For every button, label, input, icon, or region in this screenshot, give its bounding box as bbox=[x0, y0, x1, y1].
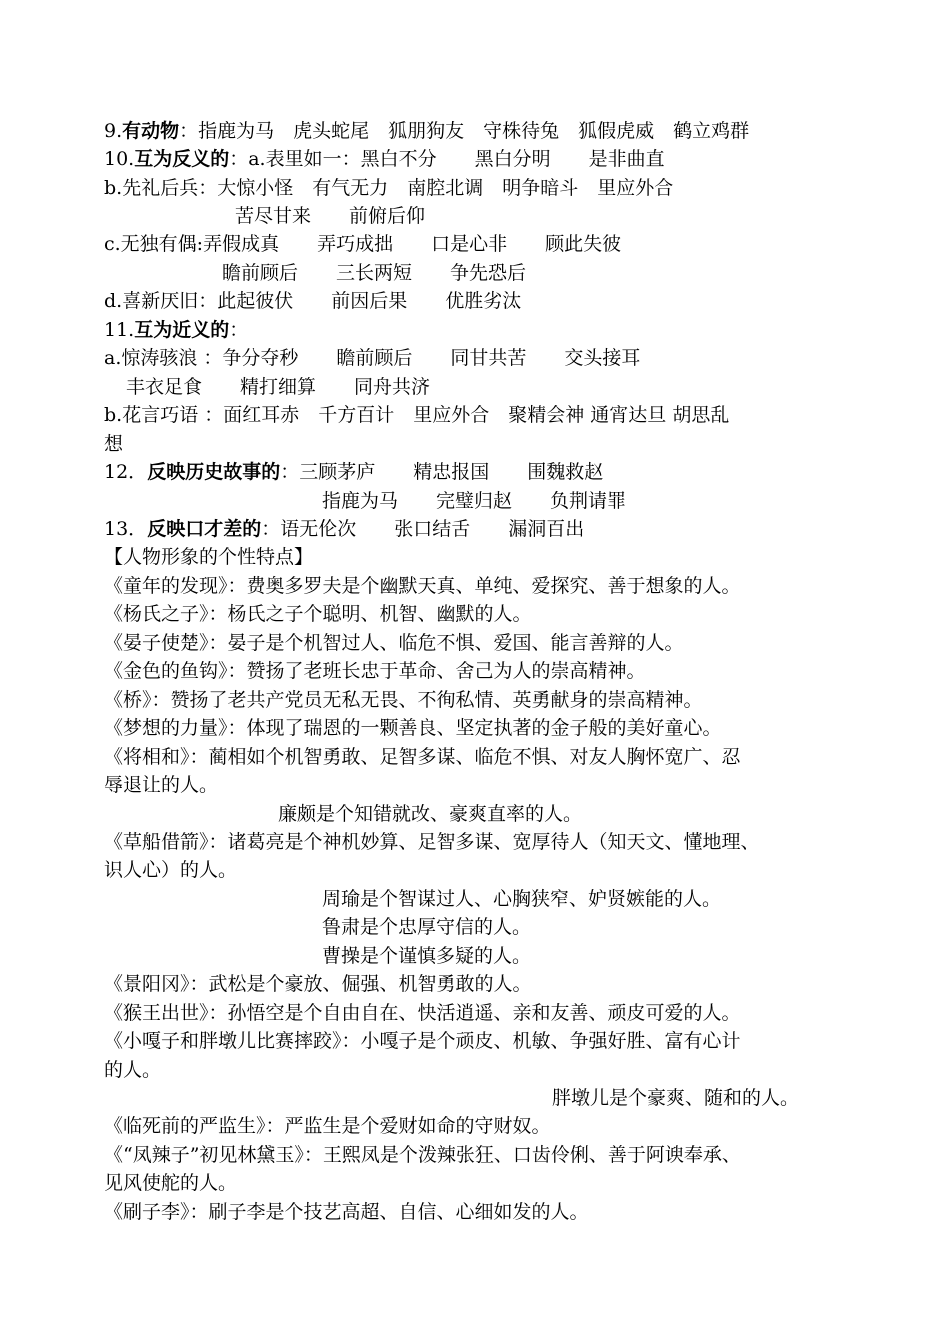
line-synonyms-a: a.惊涛骇浪 ：争分夺秒 瞻前顾后 同甘共苦 交头接耳 bbox=[104, 347, 641, 369]
line-synonyms-b: b.花言巧语 ：面红耳赤 千方百计 里应外合 聚精会神 通宵达旦 胡思乱 bbox=[104, 404, 730, 426]
section-title: 【人物形象的个性特点】 bbox=[104, 546, 314, 568]
line-history-heading bbox=[104, 458, 603, 486]
line-character: 《童年的发现》：费奥多罗夫是个幽默天真、单纯、爱探究、善于想象的人。 bbox=[104, 575, 741, 597]
line-character-wrap: 辱退让的人。 bbox=[104, 774, 219, 796]
line-character: 《“凤辣子”初见林黛玉》：王熙凤是个泼辣张狂、口齿伶俐、善于阿谀奉承、 bbox=[104, 1144, 741, 1166]
line-character-wrap: 识人心）的人。 bbox=[104, 859, 238, 881]
line-character-sub: 廉颇是个知错就改、豪爽直率的人。 bbox=[278, 803, 583, 825]
line-antonyms-c: c.无独有偶:弄假成真 弄巧成拙 口是心非 顾此失彼 bbox=[104, 233, 622, 255]
line-history-cont: 指鹿为马 完璧归赵 负荆请罪 bbox=[322, 490, 627, 512]
line-text: ：语无伦次 张口结舌 漏洞百出 bbox=[261, 518, 585, 540]
line-antonyms-c-cont: 瞻前顾后 三长两短 争先恐后 bbox=[222, 262, 527, 284]
line-text: ：指鹿为马 虎头蛇尾 狐朋狗友 守株待兔 狐假虎威 鹤立鸡群 bbox=[179, 120, 750, 142]
line-character: 《晏子使楚》：晏子是个机智过人、临危不惧、爱国、能言善辩的人。 bbox=[104, 632, 684, 654]
line-character: 《杨氏之子》：杨氏之子个聪明、机智、幽默的人。 bbox=[104, 603, 532, 625]
line-antonyms-d: d.喜新厌旧：此起彼伏 前因后果 优胜劣汰 bbox=[104, 290, 522, 312]
line-number: 12． bbox=[104, 461, 148, 483]
line-text: ：三顾茅庐 精忠报国 围魏救赵 bbox=[280, 461, 604, 483]
line-character: 《将相和》：蔺相如个机智勇敢、足智多谋、临危不惧、对友人胸怀宽广、忍 bbox=[104, 746, 741, 768]
line-character: 《金色的鱼钩》：赞扬了老班长忠于革命、舍己为人的崇高精神。 bbox=[104, 660, 646, 682]
line-character-sub: 鲁肃是个忠厚守信的人。 bbox=[322, 916, 532, 938]
line-antonyms-b: b.先礼后兵：大惊小怪 有气无力 南腔北调 明争暗斗 里应外合 bbox=[104, 177, 674, 199]
line-synonyms-heading bbox=[104, 316, 248, 344]
line-synonyms-b-wrap: 想 bbox=[104, 433, 124, 455]
line-number: 13． bbox=[104, 518, 148, 540]
line-antonyms-heading bbox=[104, 145, 665, 173]
line-speech-heading bbox=[104, 515, 584, 543]
line-animals bbox=[104, 117, 749, 145]
line-character: 《刷子李》：刷子李是个技艺高超、自信、心细如发的人。 bbox=[104, 1201, 589, 1223]
heading-text: 反映口才差的 bbox=[147, 518, 262, 540]
line-character: 《景阳冈》：武松是个豪放、倔强、机智勇敢的人。 bbox=[104, 973, 532, 995]
line-character: 《桥》：赞扬了老共产党员无私无畏、不徇私情、英勇献身的崇高精神。 bbox=[104, 689, 703, 711]
line-text: ：a.表里如一：黑白不分 黑白分明 是非曲直 bbox=[229, 148, 665, 170]
line-character: 《梦想的力量》：体现了瑞恩的一颗善良、坚定执著的金子般的美好童心。 bbox=[104, 717, 722, 739]
line-character-sub: 周瑜是个智谋过人、心胸狭窄、妒贤嫉能的人。 bbox=[322, 888, 722, 910]
line-synonyms-a-cont: 丰衣足食 精打细算 同舟共济 bbox=[126, 376, 431, 398]
line-number: 11. bbox=[104, 319, 135, 341]
heading-text: 有动物 bbox=[122, 120, 180, 142]
heading-text: 互为反义的 bbox=[134, 148, 230, 170]
line-antonyms-b-cont: 苦尽甘来 前俯后仰 bbox=[235, 205, 426, 227]
line-number: 9. bbox=[104, 120, 123, 142]
heading-text: 互为近义的 bbox=[134, 319, 230, 341]
line-character-sub: 曹操是个谨慎多疑的人。 bbox=[322, 945, 532, 967]
line-character: 《小嘎子和胖墩儿比赛摔跤》：小嘎子是个顽皮、机敏、争强好胜、富有心计 bbox=[104, 1030, 741, 1052]
line-character: 《猴王出世》：孙悟空是个自由自在、快活逍遥、亲和友善、顽皮可爱的人。 bbox=[104, 1002, 741, 1024]
line-character: 《临死前的严监生》：严监生是个爱财如命的守财奴。 bbox=[104, 1115, 551, 1137]
line-character-wrap: 的人。 bbox=[104, 1059, 162, 1081]
heading-text: 反映历史故事的 bbox=[147, 461, 281, 483]
line-character-sub: 胖墩儿是个豪爽、随和的人。 bbox=[552, 1087, 800, 1109]
line-character: 《草船借箭》：诸葛亮是个神机妙算、足智多谋、宽厚待人（知天文、懂地理、 bbox=[104, 831, 760, 853]
line-text: ： bbox=[229, 319, 249, 341]
line-number: 10. bbox=[104, 148, 135, 170]
line-character-wrap: 见风使舵的人。 bbox=[104, 1172, 238, 1194]
